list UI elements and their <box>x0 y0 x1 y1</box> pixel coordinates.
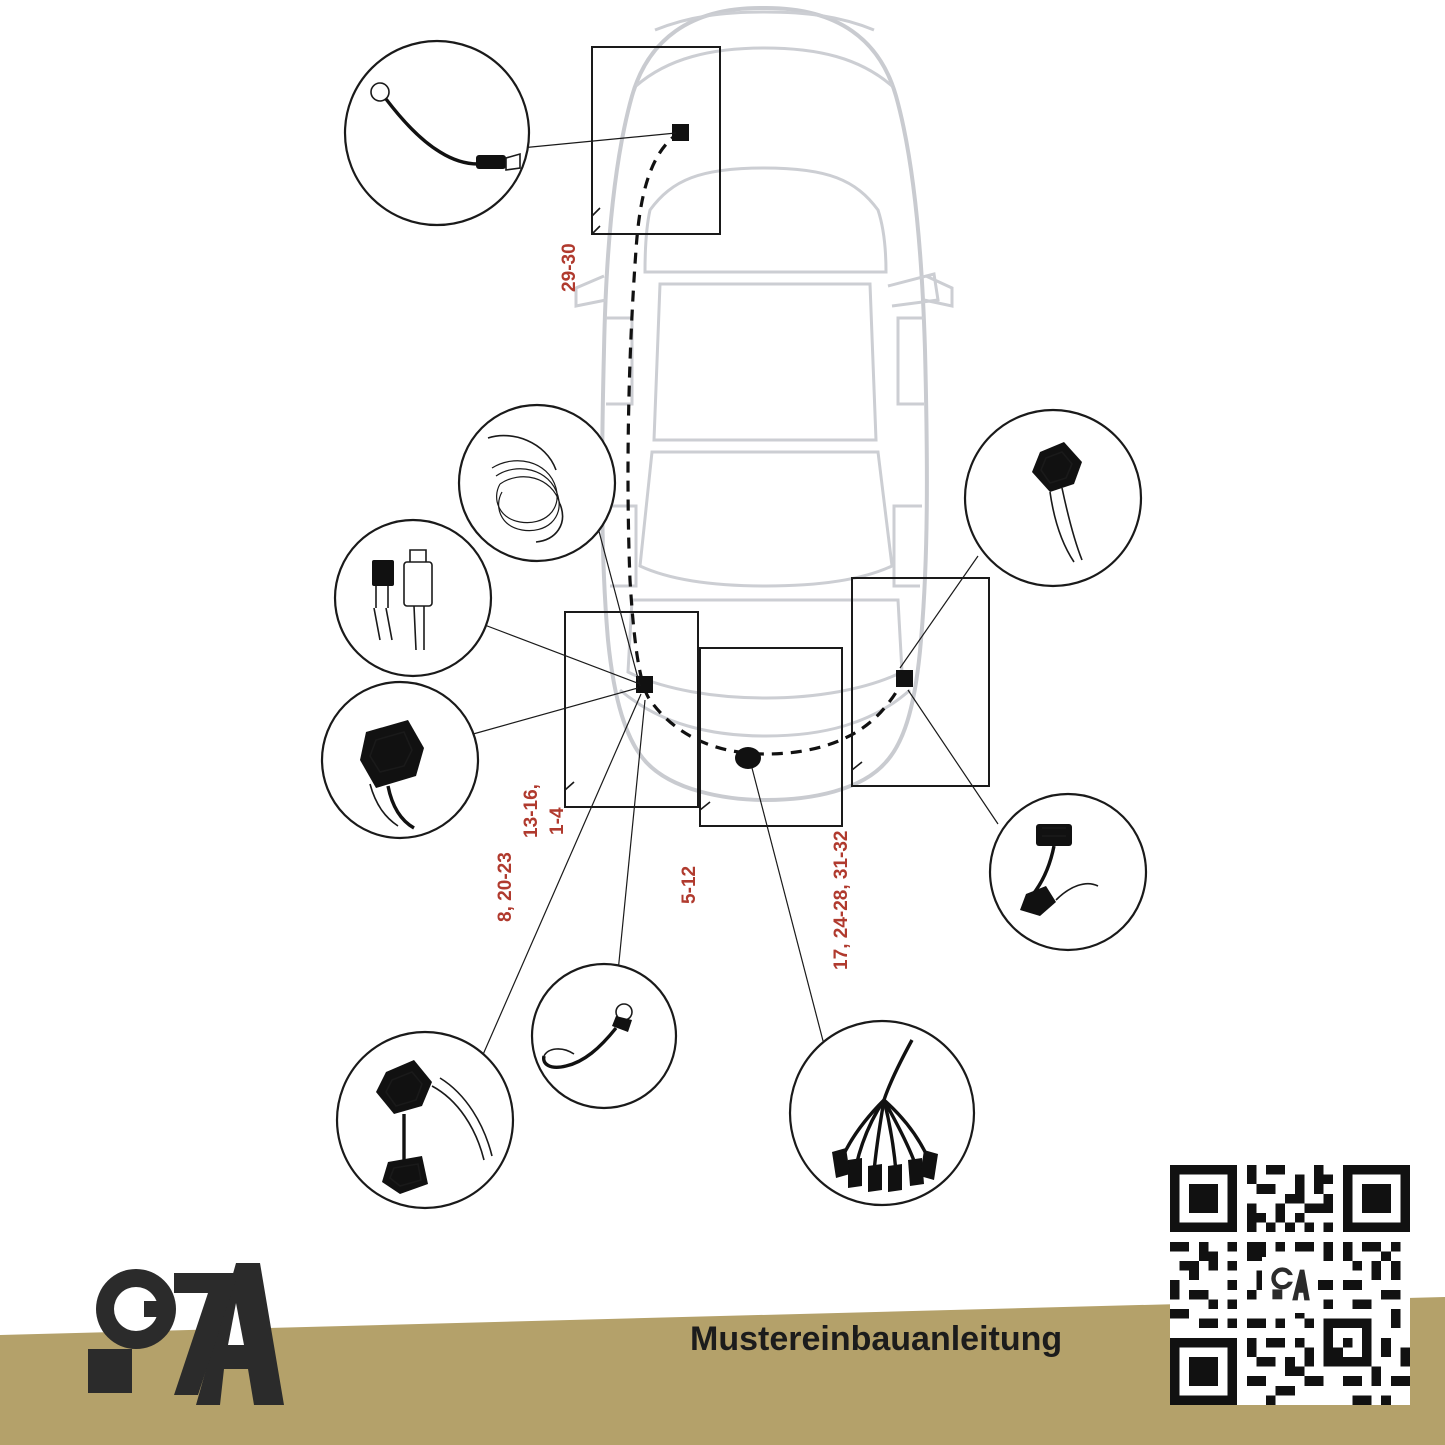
label-5-12: 5-12 <box>679 865 701 904</box>
callout-cable-clip <box>322 682 478 838</box>
label-1-4: 1-4 <box>547 807 569 835</box>
connection-point-rear-right <box>896 670 913 687</box>
callout-connector-block-with-cable <box>337 1032 513 1208</box>
region-box-rear-right <box>852 578 989 786</box>
region-box-rear-left <box>565 612 698 807</box>
callout-grounding-wire <box>532 964 676 1108</box>
connection-point-front <box>672 124 689 141</box>
connection-points <box>636 124 913 769</box>
label-8-20-23: 8, 20-23 <box>495 852 517 922</box>
page-title: Mustereinbauanleitung <box>690 1320 1063 1358</box>
callout-bracket-with-cable <box>990 794 1146 950</box>
callout-socket-plug-right <box>965 410 1141 586</box>
label-17-24-28-31-32: 17, 24-28, 31-32 <box>831 830 853 970</box>
cable-route-path <box>628 132 902 754</box>
callout-cable-with-eyelet-top-left <box>345 41 529 225</box>
brand-logo <box>78 1245 288 1415</box>
label-13-16: 13-16, <box>521 784 543 838</box>
callout-wire-harness-fan <box>790 1021 974 1205</box>
qr-center-logo <box>1262 1257 1318 1313</box>
callout-coiled-cable <box>459 405 615 561</box>
callout-fuse-and-relay <box>335 520 491 676</box>
connection-point-rear-center <box>735 747 761 769</box>
label-29-30: 29-30 <box>559 243 581 292</box>
qr-code[interactable] <box>1170 1165 1410 1405</box>
